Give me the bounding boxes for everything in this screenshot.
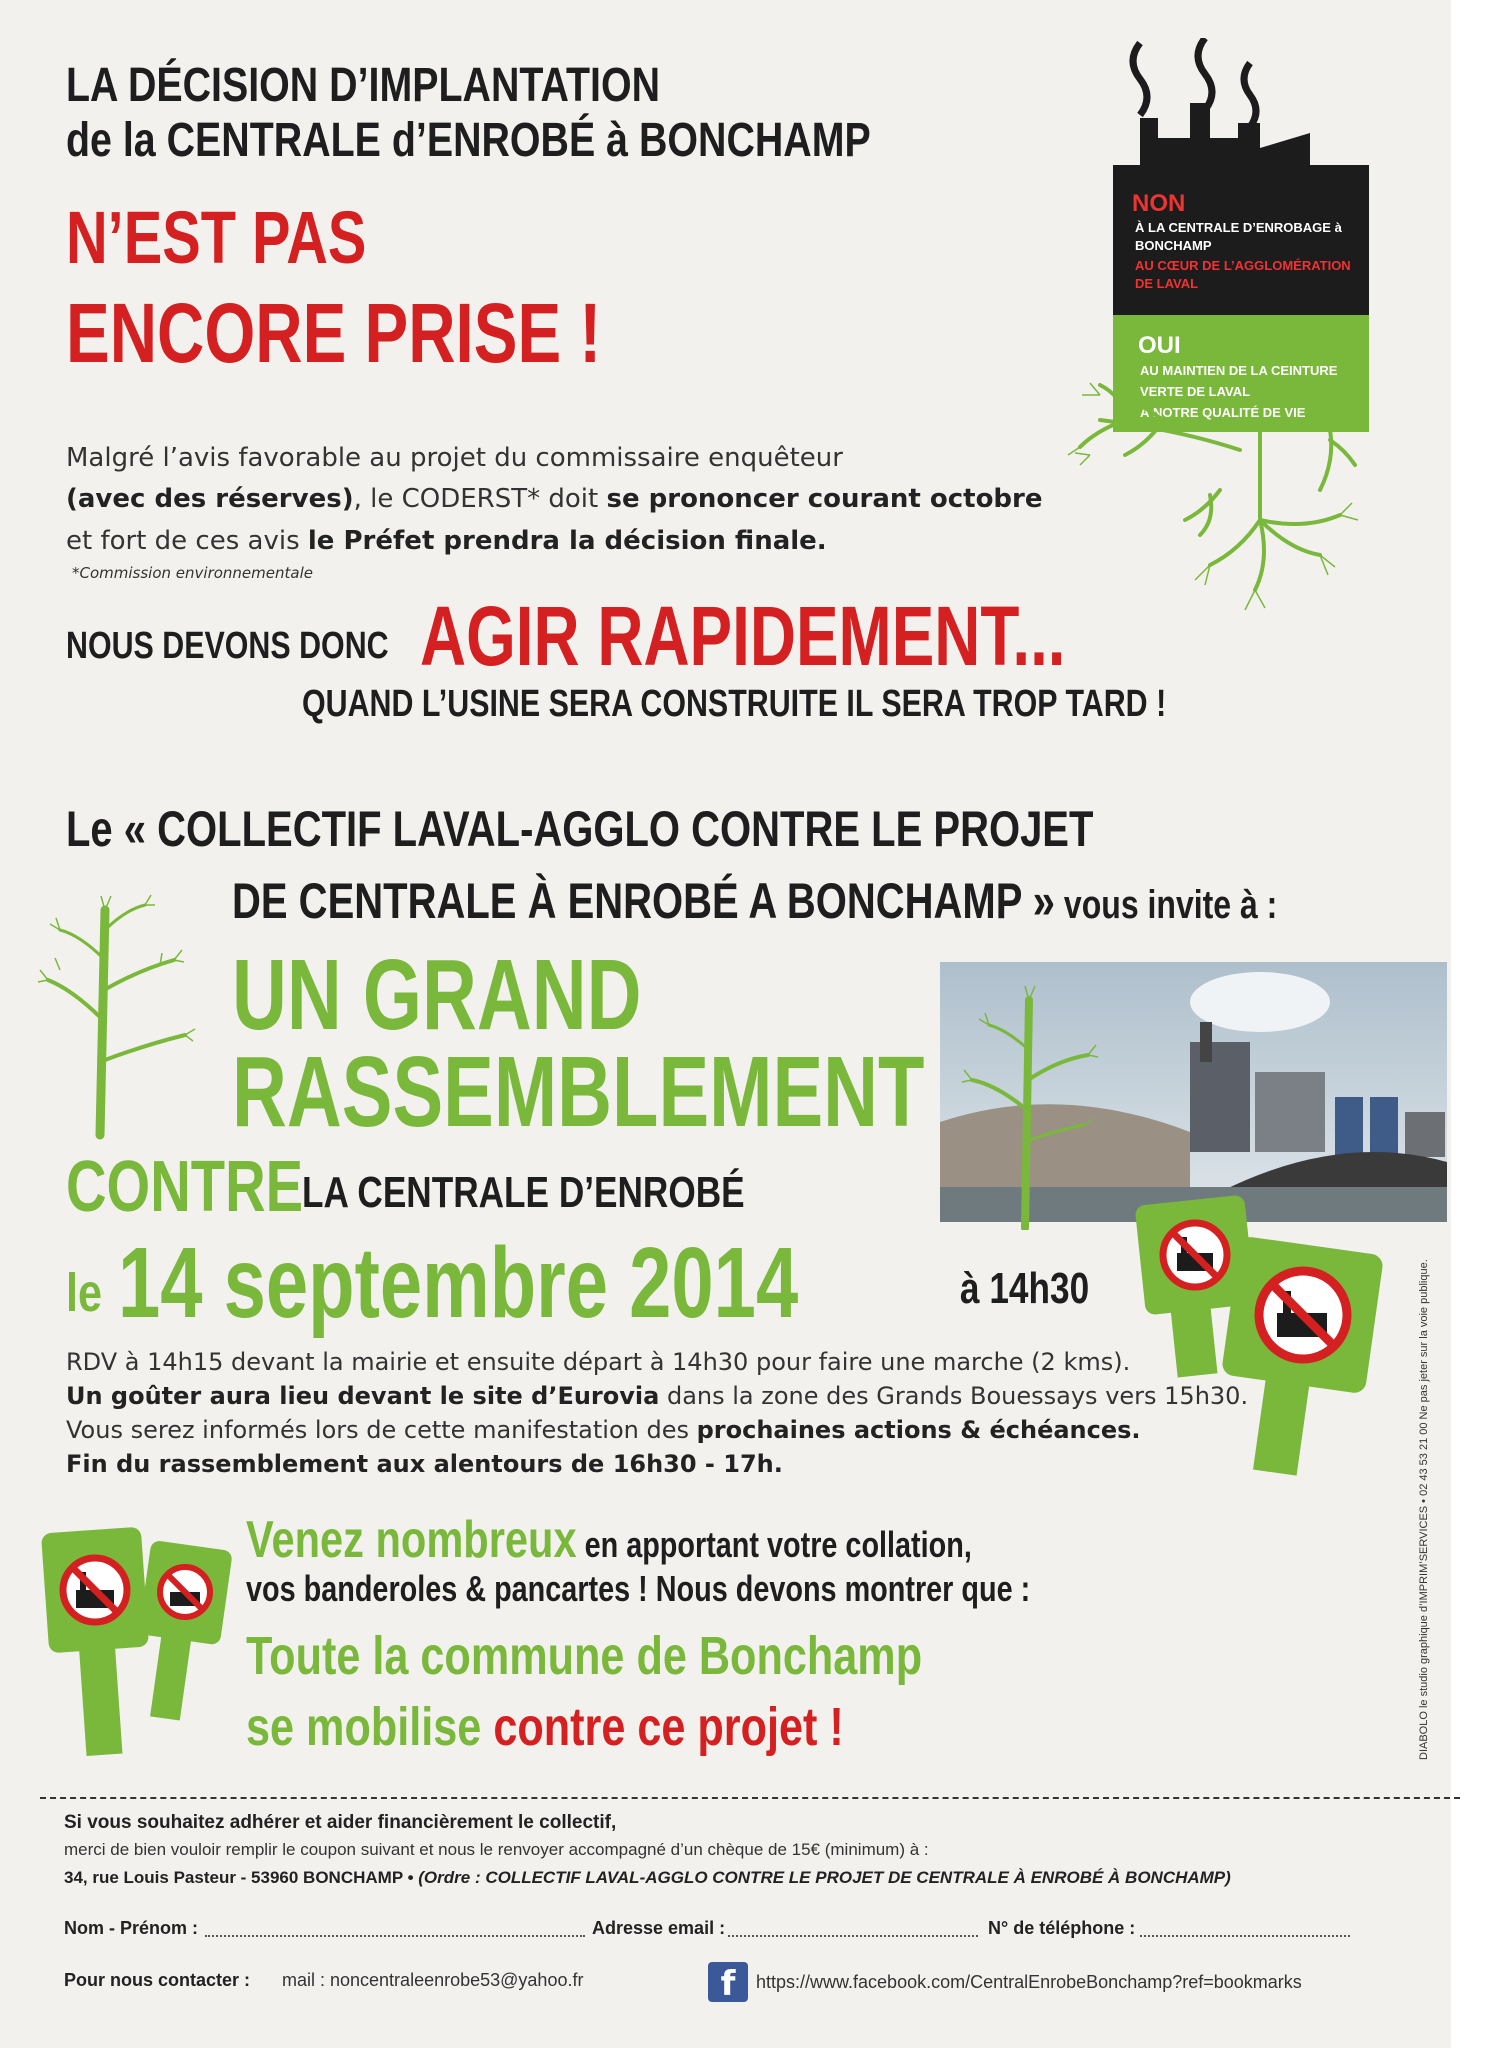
intro-coderst: , le CODERST* doit xyxy=(353,484,607,514)
call-line4 xyxy=(246,1696,844,1758)
sign-non-line4: DE LAVAL xyxy=(1135,276,1199,291)
details-zone: dans la zone des Grands Bouessays vers 15h30. xyxy=(659,1382,1249,1410)
sign-oui-title: OUI xyxy=(1138,332,1181,359)
facebook-icon: f xyxy=(708,1962,748,2002)
rally-time: à 14h30 xyxy=(960,1264,1090,1313)
intro-avis: et fort de ces avis xyxy=(66,526,308,556)
details-line2 xyxy=(66,1382,1248,1410)
invite-vous-invite: vous invite à : xyxy=(1055,883,1278,927)
intro-line3 xyxy=(66,526,827,556)
intro-prefet: le Préfet prendra la décision finale. xyxy=(307,526,827,556)
coupon-line3 xyxy=(64,1868,1231,1888)
field-name-label: Nom - Prénom : xyxy=(64,1918,199,1938)
sign-oui-line2: VERTE DE LAVAL xyxy=(1140,384,1251,399)
call-line3: Toute la commune de Bonchamp xyxy=(246,1626,923,1686)
details-actions: prochaines actions & échéances. xyxy=(696,1416,1141,1444)
printer-credit: DIABOLO le studio graphique d’IMPRIM’SERVICES • 02 43 53 21 00 Ne pas jeter sur la voie publique. xyxy=(1418,1259,1430,1760)
coupon-ordre: (Ordre : COLLECTIF LAVAL-AGGLO CONTRE LE PROJET DE CENTRALE À ENROBÉ À BONCHAMP) xyxy=(418,1868,1231,1887)
call-venez: Venez nombreux xyxy=(246,1511,577,1569)
field-email-input[interactable] xyxy=(728,1935,978,1937)
sign-non-line1: À LA CENTRALE D’ENROBAGE à xyxy=(1135,220,1342,235)
rally-big-line1: UN GRAND xyxy=(232,939,642,1051)
rally-le: le xyxy=(66,1263,103,1323)
intro-reserves: (avec des réserves) xyxy=(66,484,354,514)
headline-line2: de la CENTRALE d’ENROBÉ à BONCHAMP xyxy=(66,114,871,167)
details-line4: Fin du rassemblement aux alentours de 16h30 - 17h. xyxy=(66,1450,783,1478)
invite-collectif-name: DE CENTRALE À ENROBÉ A BONCHAMP » xyxy=(232,873,1056,929)
sign-non-line3: AU CŒUR DE L’AGGLOMÉRATION xyxy=(1135,258,1351,273)
sign-non-title: NON xyxy=(1132,190,1186,217)
rally-contre-rest: LA CENTRALE D’ENROBÉ xyxy=(302,1168,745,1217)
call-collation: en apportant votre collation, xyxy=(576,1524,972,1565)
field-name-input[interactable] xyxy=(205,1935,585,1937)
headline-line3: N’EST PAS xyxy=(66,196,367,279)
headline-line4: ENCORE PRISE ! xyxy=(66,286,602,380)
field-email-label: Adresse email : xyxy=(592,1918,726,1938)
protest-signs-right xyxy=(1135,1195,1405,1485)
field-phone-input[interactable] xyxy=(1140,1935,1350,1937)
call-contre-projet: contre ce projet ! xyxy=(493,1697,844,1757)
coupon-line2: merci de bien vouloir remplir le coupon suivant et nous le renvoyer accompagné d’un chèque de 15€ (minimum) à : xyxy=(64,1840,929,1859)
coupon-cut-line xyxy=(40,1797,1460,1799)
details-informes: Vous serez informés lors de cette manifestation des xyxy=(66,1416,697,1444)
rally-date: 14 septembre 2014 xyxy=(118,1227,799,1339)
details-line3 xyxy=(66,1416,1141,1444)
intro-line1: Malgré l’avis favorable au projet du commissaire enquêteur xyxy=(66,443,843,473)
rally-contre: CONTRE xyxy=(66,1147,304,1227)
intro-line2 xyxy=(66,484,1043,514)
contact-label: Pour nous contacter : xyxy=(64,1970,251,1990)
call-line2: vos banderoles & pancartes ! Nous devons montrer que : xyxy=(246,1568,1031,1609)
contact-facebook-link[interactable]: https://www.facebook.com/CentralEnrobeBonchamp?ref=bookmarks xyxy=(756,1972,1302,1992)
invite-line1: Le « COLLECTIF LAVAL-AGGLO CONTRE LE PROJET xyxy=(66,801,1094,857)
coupon-address: 34, rue Louis Pasteur - 53960 BONCHAMP • xyxy=(64,1868,419,1887)
tree-illustration-middle xyxy=(955,970,1105,1230)
urgency-sub: QUAND L’USINE SERA CONSTRUITE IL SERA TROP TARD ! xyxy=(302,683,1167,725)
call-line1 xyxy=(246,1510,972,1570)
details-gouter: Un goûter aura lieu devant le site d’Eurovia xyxy=(66,1382,660,1410)
tree-illustration-left xyxy=(30,870,220,1140)
roots-illustration xyxy=(1010,360,1410,620)
page-edge xyxy=(1451,0,1487,2048)
sign-non-line2: BONCHAMP xyxy=(1135,238,1212,253)
urgency-prefix: NOUS DEVONS DONC xyxy=(66,625,389,667)
protest-signs-left xyxy=(40,1510,240,1770)
call-se-mobilise: se mobilise xyxy=(246,1697,494,1757)
details-line1: RDV à 14h15 devant la mairie et ensuite départ à 14h30 pour faire une marche (2 kms). xyxy=(66,1348,1131,1376)
field-phone-label: N° de téléphone : xyxy=(988,1918,1136,1938)
urgency-main: AGIR RAPIDEMENT... xyxy=(420,589,1066,683)
coupon-line1: Si vous souhaitez adhérer et aider financièrement le collectif, xyxy=(64,1812,617,1833)
headline-line1: LA DÉCISION D’IMPLANTATION xyxy=(66,59,661,112)
intro-octobre: se prononcer courant octobre xyxy=(606,484,1043,514)
invite-line2 xyxy=(232,872,1277,930)
contact-mail[interactable]: mail : noncentraleenrobe53@yahoo.fr xyxy=(282,1970,584,1990)
sign-oui-line3: À NOTRE QUALITÉ DE VIE xyxy=(1140,405,1306,420)
sign-oui-line1: AU MAINTIEN DE LA CEINTURE xyxy=(1140,363,1338,378)
intro-footnote: *Commission environnementale xyxy=(72,564,313,582)
rally-big-line2: RASSEMBLEMENT xyxy=(232,1036,925,1148)
